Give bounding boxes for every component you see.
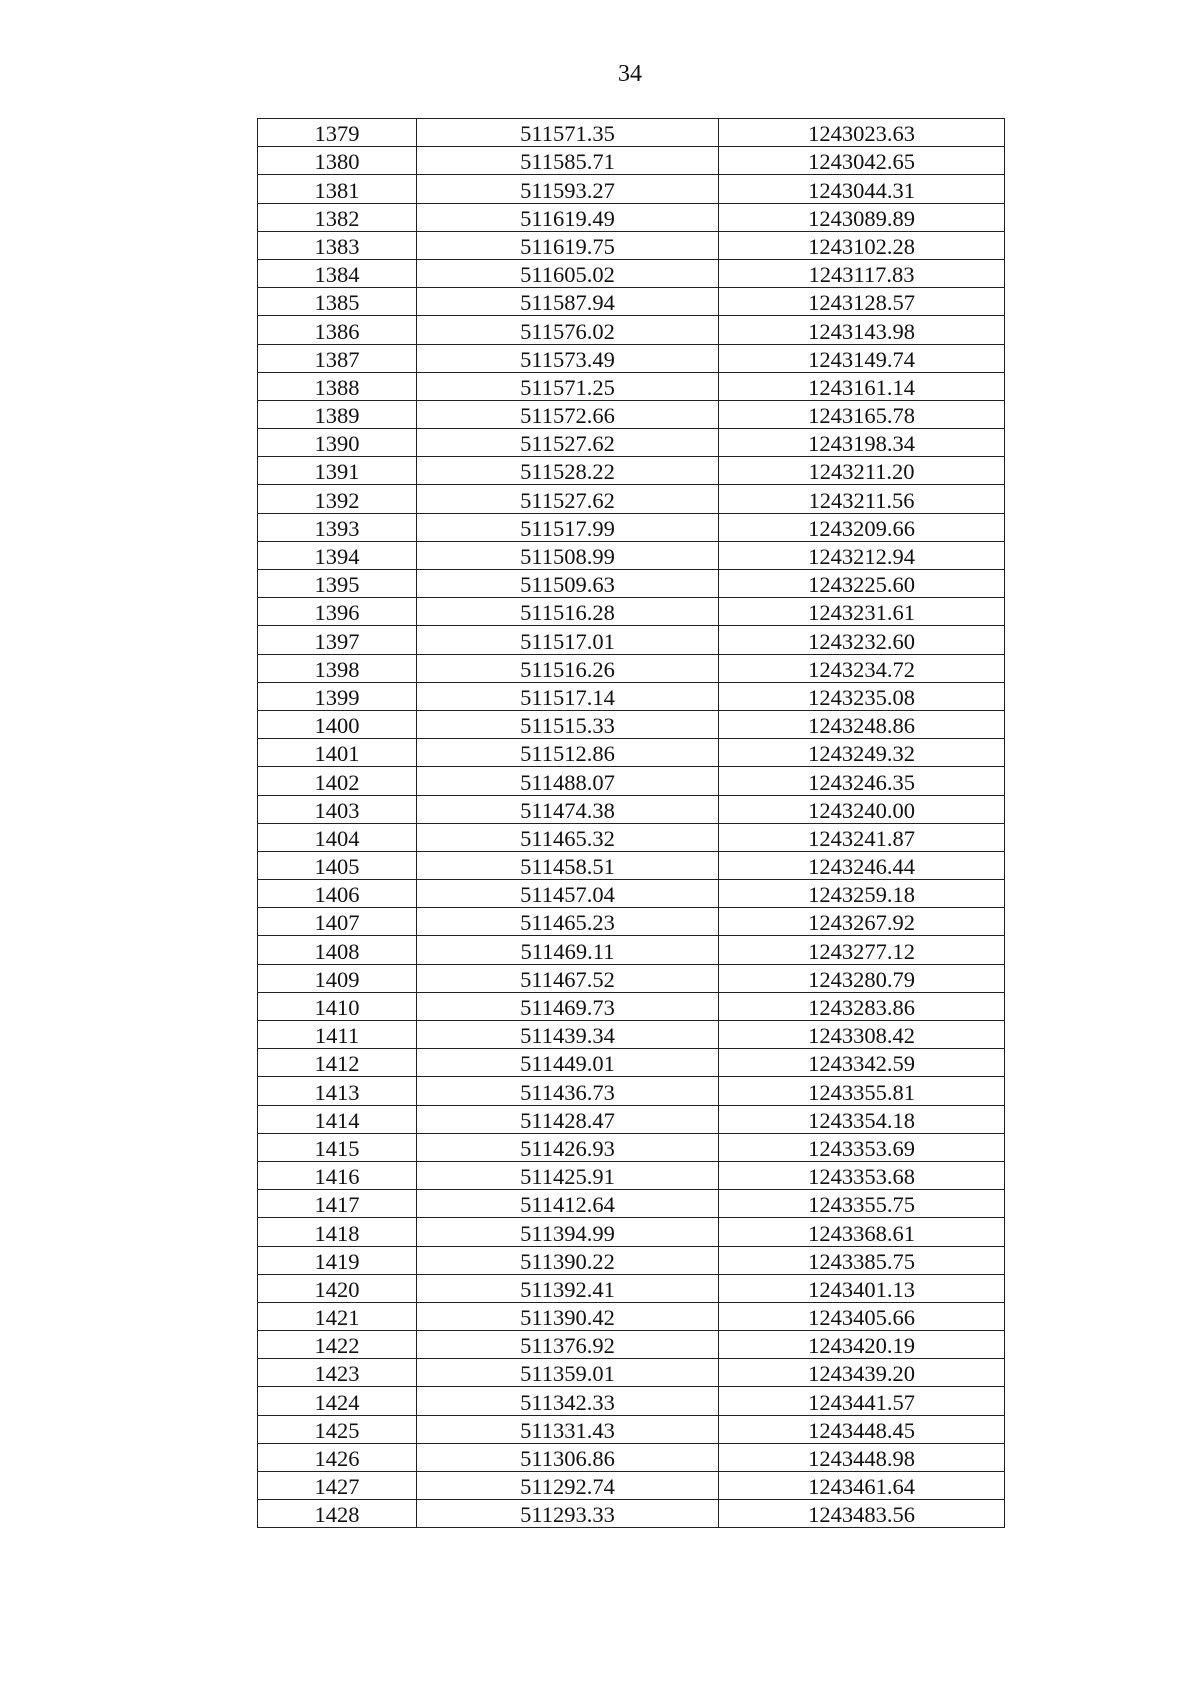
y-coordinate-cell: 1243439.20	[719, 1359, 1005, 1387]
point-number-cell: 1380	[258, 147, 417, 175]
y-coordinate-cell: 1243165.78	[719, 400, 1005, 428]
x-coordinate-cell: 511467.52	[417, 964, 719, 992]
coordinates-table	[257, 118, 1005, 1528]
table-row	[258, 372, 1005, 400]
point-number-cell: 1389	[258, 400, 417, 428]
point-number-cell: 1421	[258, 1302, 417, 1330]
point-number-cell: 1392	[258, 485, 417, 513]
x-coordinate-cell: 511517.14	[417, 682, 719, 710]
point-number-cell: 1417	[258, 1190, 417, 1218]
point-number-cell: 1397	[258, 626, 417, 654]
y-coordinate-cell: 1243042.65	[719, 147, 1005, 175]
y-coordinate-cell: 1243277.12	[719, 936, 1005, 964]
x-coordinate-cell: 511488.07	[417, 767, 719, 795]
point-number-cell: 1390	[258, 429, 417, 457]
table-row	[258, 1049, 1005, 1077]
x-coordinate-cell: 511517.99	[417, 513, 719, 541]
table-body	[258, 119, 1005, 1528]
point-number-cell: 1393	[258, 513, 417, 541]
y-coordinate-cell: 1243461.64	[719, 1472, 1005, 1500]
y-coordinate-cell: 1243234.72	[719, 654, 1005, 682]
table-row	[258, 1359, 1005, 1387]
table-row	[258, 1387, 1005, 1415]
table-row	[258, 119, 1005, 147]
point-number-cell: 1383	[258, 231, 417, 259]
x-coordinate-cell: 511619.75	[417, 231, 719, 259]
y-coordinate-cell: 1243044.31	[719, 175, 1005, 203]
table-row	[258, 1331, 1005, 1359]
y-coordinate-cell: 1243385.75	[719, 1246, 1005, 1274]
table-row	[258, 485, 1005, 513]
point-number-cell: 1418	[258, 1218, 417, 1246]
y-coordinate-cell: 1243441.57	[719, 1387, 1005, 1415]
table-row	[258, 851, 1005, 879]
x-coordinate-cell: 511619.49	[417, 203, 719, 231]
y-coordinate-cell: 1243267.92	[719, 908, 1005, 936]
x-coordinate-cell: 511517.01	[417, 626, 719, 654]
point-number-cell: 1388	[258, 372, 417, 400]
y-coordinate-cell: 1243246.35	[719, 767, 1005, 795]
y-coordinate-cell: 1243198.34	[719, 429, 1005, 457]
y-coordinate-cell: 1243353.68	[719, 1161, 1005, 1189]
point-number-cell: 1396	[258, 598, 417, 626]
table-row	[258, 682, 1005, 710]
x-coordinate-cell: 511469.73	[417, 992, 719, 1020]
table-row	[258, 513, 1005, 541]
x-coordinate-cell: 511573.49	[417, 344, 719, 372]
point-number-cell: 1408	[258, 936, 417, 964]
table-row	[258, 203, 1005, 231]
y-coordinate-cell: 1243448.45	[719, 1415, 1005, 1443]
x-coordinate-cell: 511392.41	[417, 1274, 719, 1302]
x-coordinate-cell: 511469.11	[417, 936, 719, 964]
point-number-cell: 1384	[258, 259, 417, 287]
point-number-cell: 1406	[258, 880, 417, 908]
y-coordinate-cell: 1243280.79	[719, 964, 1005, 992]
x-coordinate-cell: 511465.23	[417, 908, 719, 936]
point-number-cell: 1394	[258, 541, 417, 569]
y-coordinate-cell: 1243117.83	[719, 259, 1005, 287]
table-row	[258, 1133, 1005, 1161]
point-number-cell: 1425	[258, 1415, 417, 1443]
table-row	[258, 880, 1005, 908]
y-coordinate-cell: 1243212.94	[719, 541, 1005, 569]
table-row	[258, 1218, 1005, 1246]
y-coordinate-cell: 1243353.69	[719, 1133, 1005, 1161]
point-number-cell: 1410	[258, 992, 417, 1020]
point-number-cell: 1414	[258, 1105, 417, 1133]
table-row	[258, 936, 1005, 964]
point-number-cell: 1400	[258, 710, 417, 738]
point-number-cell: 1403	[258, 795, 417, 823]
y-coordinate-cell: 1243401.13	[719, 1274, 1005, 1302]
x-coordinate-cell: 511439.34	[417, 1021, 719, 1049]
table-row	[258, 1105, 1005, 1133]
y-coordinate-cell: 1243225.60	[719, 570, 1005, 598]
table-row	[258, 1274, 1005, 1302]
y-coordinate-cell: 1243420.19	[719, 1331, 1005, 1359]
point-number-cell: 1422	[258, 1331, 417, 1359]
point-number-cell: 1411	[258, 1021, 417, 1049]
x-coordinate-cell: 511605.02	[417, 259, 719, 287]
table-row	[258, 1161, 1005, 1189]
y-coordinate-cell: 1243249.32	[719, 739, 1005, 767]
x-coordinate-cell: 511509.63	[417, 570, 719, 598]
table-row	[258, 400, 1005, 428]
point-number-cell: 1420	[258, 1274, 417, 1302]
x-coordinate-cell: 511593.27	[417, 175, 719, 203]
x-coordinate-cell: 511457.04	[417, 880, 719, 908]
table-row	[258, 1021, 1005, 1049]
point-number-cell: 1423	[258, 1359, 417, 1387]
y-coordinate-cell: 1243355.81	[719, 1077, 1005, 1105]
page-number: 34	[618, 61, 642, 87]
table-row	[258, 1190, 1005, 1218]
y-coordinate-cell: 1243161.14	[719, 372, 1005, 400]
point-number-cell: 1391	[258, 457, 417, 485]
x-coordinate-cell: 511331.43	[417, 1415, 719, 1443]
table-row	[258, 767, 1005, 795]
x-coordinate-cell: 511474.38	[417, 795, 719, 823]
x-coordinate-cell: 511527.62	[417, 429, 719, 457]
y-coordinate-cell: 1243232.60	[719, 626, 1005, 654]
x-coordinate-cell: 511426.93	[417, 1133, 719, 1161]
point-number-cell: 1405	[258, 851, 417, 879]
x-coordinate-cell: 511293.33	[417, 1500, 719, 1528]
point-number-cell: 1387	[258, 344, 417, 372]
point-number-cell: 1409	[258, 964, 417, 992]
y-coordinate-cell: 1243235.08	[719, 682, 1005, 710]
point-number-cell: 1415	[258, 1133, 417, 1161]
table-row	[258, 598, 1005, 626]
x-coordinate-cell: 511516.26	[417, 654, 719, 682]
y-coordinate-cell: 1243368.61	[719, 1218, 1005, 1246]
x-coordinate-cell: 511292.74	[417, 1472, 719, 1500]
table-row	[258, 1302, 1005, 1330]
table-row	[258, 795, 1005, 823]
point-number-cell: 1401	[258, 739, 417, 767]
y-coordinate-cell: 1243354.18	[719, 1105, 1005, 1133]
table-row	[258, 739, 1005, 767]
table-row	[258, 259, 1005, 287]
table-row	[258, 1443, 1005, 1471]
point-number-cell: 1395	[258, 570, 417, 598]
y-coordinate-cell: 1243211.20	[719, 457, 1005, 485]
x-coordinate-cell: 511412.64	[417, 1190, 719, 1218]
point-number-cell: 1426	[258, 1443, 417, 1471]
x-coordinate-cell: 511394.99	[417, 1218, 719, 1246]
table-row	[258, 344, 1005, 372]
point-number-cell: 1381	[258, 175, 417, 203]
y-coordinate-cell: 1243355.75	[719, 1190, 1005, 1218]
y-coordinate-cell: 1243448.98	[719, 1443, 1005, 1471]
point-number-cell: 1407	[258, 908, 417, 936]
y-coordinate-cell: 1243149.74	[719, 344, 1005, 372]
point-number-cell: 1424	[258, 1387, 417, 1415]
y-coordinate-cell: 1243023.63	[719, 119, 1005, 147]
table-row	[258, 316, 1005, 344]
x-coordinate-cell: 511390.42	[417, 1302, 719, 1330]
x-coordinate-cell: 511515.33	[417, 710, 719, 738]
y-coordinate-cell: 1243128.57	[719, 288, 1005, 316]
point-number-cell: 1428	[258, 1500, 417, 1528]
x-coordinate-cell: 511527.62	[417, 485, 719, 513]
point-number-cell: 1398	[258, 654, 417, 682]
point-number-cell: 1385	[258, 288, 417, 316]
x-coordinate-cell: 511516.28	[417, 598, 719, 626]
x-coordinate-cell: 511528.22	[417, 457, 719, 485]
x-coordinate-cell: 511587.94	[417, 288, 719, 316]
table-row	[258, 626, 1005, 654]
table-row	[258, 429, 1005, 457]
point-number-cell: 1402	[258, 767, 417, 795]
table-row	[258, 654, 1005, 682]
table-row	[258, 457, 1005, 485]
point-number-cell: 1382	[258, 203, 417, 231]
table-row	[258, 288, 1005, 316]
table-row	[258, 710, 1005, 738]
y-coordinate-cell: 1243248.86	[719, 710, 1005, 738]
point-number-cell: 1427	[258, 1472, 417, 1500]
x-coordinate-cell: 511342.33	[417, 1387, 719, 1415]
x-coordinate-cell: 511359.01	[417, 1359, 719, 1387]
y-coordinate-cell: 1243089.89	[719, 203, 1005, 231]
y-coordinate-cell: 1243241.87	[719, 823, 1005, 851]
y-coordinate-cell: 1243259.18	[719, 880, 1005, 908]
y-coordinate-cell: 1243102.28	[719, 231, 1005, 259]
y-coordinate-cell: 1243342.59	[719, 1049, 1005, 1077]
point-number-cell: 1404	[258, 823, 417, 851]
y-coordinate-cell: 1243308.42	[719, 1021, 1005, 1049]
point-number-cell: 1379	[258, 119, 417, 147]
point-number-cell: 1413	[258, 1077, 417, 1105]
x-coordinate-cell: 511576.02	[417, 316, 719, 344]
x-coordinate-cell: 511425.91	[417, 1161, 719, 1189]
y-coordinate-cell: 1243211.56	[719, 485, 1005, 513]
x-coordinate-cell: 511585.71	[417, 147, 719, 175]
table-row	[258, 992, 1005, 1020]
point-number-cell: 1399	[258, 682, 417, 710]
x-coordinate-cell: 511571.35	[417, 119, 719, 147]
table-row	[258, 231, 1005, 259]
x-coordinate-cell: 511465.32	[417, 823, 719, 851]
x-coordinate-cell: 511571.25	[417, 372, 719, 400]
y-coordinate-cell: 1243240.00	[719, 795, 1005, 823]
y-coordinate-cell: 1243209.66	[719, 513, 1005, 541]
x-coordinate-cell: 511376.92	[417, 1331, 719, 1359]
table-row	[258, 1500, 1005, 1528]
table-row	[258, 147, 1005, 175]
x-coordinate-cell: 511306.86	[417, 1443, 719, 1471]
x-coordinate-cell: 511449.01	[417, 1049, 719, 1077]
y-coordinate-cell: 1243231.61	[719, 598, 1005, 626]
table-row	[258, 1077, 1005, 1105]
table-row	[258, 964, 1005, 992]
point-number-cell: 1419	[258, 1246, 417, 1274]
x-coordinate-cell: 511436.73	[417, 1077, 719, 1105]
point-number-cell: 1412	[258, 1049, 417, 1077]
y-coordinate-cell: 1243143.98	[719, 316, 1005, 344]
table-row	[258, 908, 1005, 936]
table-row	[258, 823, 1005, 851]
point-number-cell: 1386	[258, 316, 417, 344]
table-row	[258, 1246, 1005, 1274]
point-number-cell: 1416	[258, 1161, 417, 1189]
table-row	[258, 541, 1005, 569]
y-coordinate-cell: 1243246.44	[719, 851, 1005, 879]
x-coordinate-cell: 511572.66	[417, 400, 719, 428]
y-coordinate-cell: 1243283.86	[719, 992, 1005, 1020]
x-coordinate-cell: 511458.51	[417, 851, 719, 879]
x-coordinate-cell: 511428.47	[417, 1105, 719, 1133]
x-coordinate-cell: 511512.86	[417, 739, 719, 767]
table-row	[258, 175, 1005, 203]
table-row	[258, 570, 1005, 598]
x-coordinate-cell: 511508.99	[417, 541, 719, 569]
y-coordinate-cell: 1243483.56	[719, 1500, 1005, 1528]
table-row	[258, 1415, 1005, 1443]
table-row	[258, 1472, 1005, 1500]
x-coordinate-cell: 511390.22	[417, 1246, 719, 1274]
y-coordinate-cell: 1243405.66	[719, 1302, 1005, 1330]
